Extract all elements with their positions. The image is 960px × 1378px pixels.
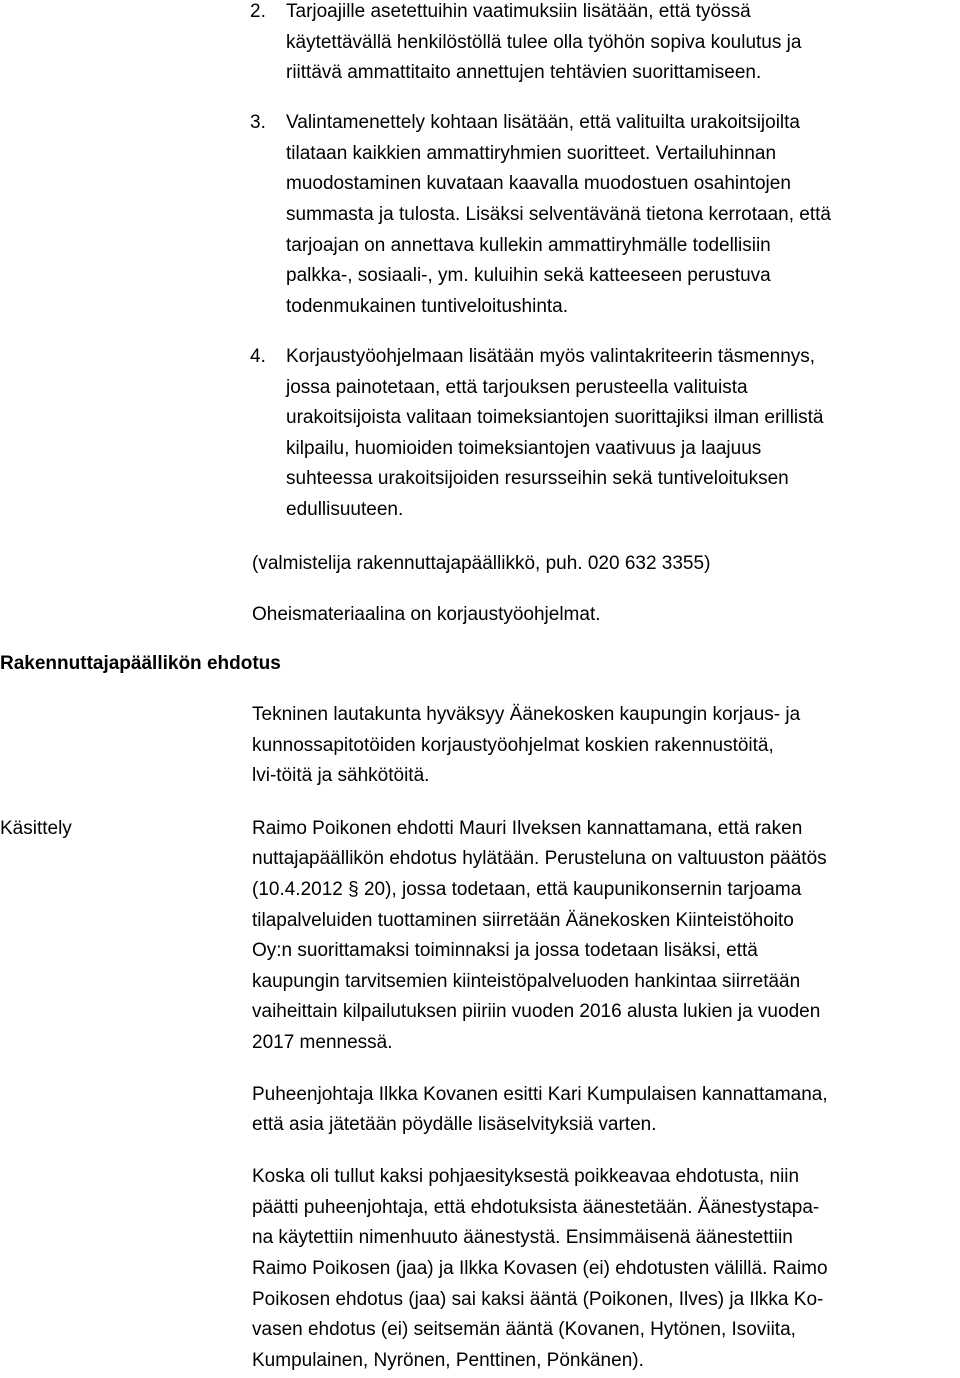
text-line: Tarjoajille asetettuihin vaatimuksiin lisätään, että työssä [286, 1, 751, 22]
preparer-note: (valmistelija rakennuttajapäällikkö, puh. 020 632 3355) [252, 553, 711, 574]
handling-heading: Käsittely [0, 818, 72, 839]
proposal-heading: Rakennuttajapäällikön ehdotus [0, 653, 281, 674]
text-line: Puheenjohtaja Ilkka Kovanen esitti Kari Kumpulaisen kannattamana, [252, 1084, 828, 1105]
text-line: Tekninen lautakunta hyväksyy Äänekosken kaupungin korjaus- ja [252, 704, 801, 725]
text-line: (10.4.2012 § 20), jossa todetaan, että kaupunikonsernin tarjoama [252, 879, 802, 900]
text-line: Poikosen ehdotus (jaa) sai kaksi ääntä (Poikonen, Ilves) ja Ilkka Ko- [252, 1289, 824, 1310]
text-line: tilapalveluiden tuottaminen siirretään Äänekosken Kiinteistöhoito [252, 910, 794, 931]
text-line: riittävä ammattitaito annettujen tehtävien suorittamiseen. [286, 62, 762, 83]
text-line: kunnossapitotöiden korjaustyöohjelmat koskien rakennustöitä, [252, 735, 774, 756]
text-line: tilataan kaikkien ammattiryhmien suoritteet. Vertailuhinnan [286, 143, 777, 164]
text-line: muodostaminen kuvataan kaavalla muodostuen osahintojen [286, 173, 791, 194]
text-line: vasen ehdotus (ei) seitsemän ääntä (Kovanen, Hytönen, Isoviita, [252, 1319, 796, 1340]
text-line: Valintamenettely kohtaan lisätään, että valituilta urakoitsijoilta [286, 112, 800, 133]
text-line: päätti puheenjohtaja, että ehdotuksista äänestetään. Äänestystapa- [252, 1197, 820, 1218]
list-number: 4. [250, 346, 266, 367]
text-line: na käytettiin nimenhuuto äänestystä. Ensimmäisenä äänestettiin [252, 1227, 793, 1248]
text-line: Raimo Poikonen ehdotti Mauri Ilveksen kannattamana, että raken [252, 818, 803, 839]
text-line: palkka-, sosiaali-, ym. kuluihin sekä katteeseen perustuva [286, 265, 771, 286]
text-line: 2017 mennessä. [252, 1032, 393, 1053]
list-number: 3. [250, 112, 266, 133]
text-line: Korjaustyöohjelmaan lisätään myös valintakriteerin täsmennys, [286, 346, 816, 367]
text-line: Oy:n suorittamaksi toiminnaksi ja jossa todetaan lisäksi, että [252, 940, 758, 961]
text-line: että asia jätetään pöydälle lisäselvityksiä varten. [252, 1114, 657, 1135]
text-line: kaupungin tarvitsemien kiinteistöpalveluoden hankintaa siirretään [252, 971, 801, 992]
text-line: urakoitsijoista valitaan toimeksiantojen suorittajiksi ilman erillistä [286, 407, 824, 428]
text-line: nuttajapäällikön ehdotus hylätään. Perusteluna on valtuuston päätös [252, 848, 827, 869]
text-line: todenmukainen tuntiveloitushinta. [286, 296, 569, 317]
text-line: jossa painotetaan, että tarjouksen perusteella valituista [286, 377, 748, 398]
text-line: suhteessa urakoitsijoiden resursseihin sekä tuntiveloituksen [286, 468, 789, 489]
text-line: edullisuuteen. [286, 499, 404, 520]
text-line: kilpailu, huomioiden toimeksiantojen vaativuus ja laajuus [286, 438, 762, 459]
list-number: 2. [250, 1, 266, 22]
text-line: vaiheittain kilpailutuksen piiriin vuoden 2016 alusta lukien ja vuoden [252, 1001, 821, 1022]
text-line: tarjoajan on annettava kullekin ammattiryhmälle todellisiin [286, 235, 771, 256]
text-line: Koska oli tullut kaksi pohjaesityksestä poikkeavaa ehdotusta, niin [252, 1166, 800, 1187]
attachment-note: Oheismateriaalina on korjaustyöohjelmat. [252, 604, 601, 625]
text-line: summasta ja tulosta. Lisäksi selventävänä tietona kerrotaan, että [286, 204, 831, 225]
text-line: käytettävällä henkilöstöllä tulee olla työhön sopiva koulutus ja [286, 32, 802, 53]
text-line: lvi-töitä ja sähkötöitä. [252, 765, 430, 786]
text-line: Kumpulainen, Nyrönen, Penttinen, Pönkänen). [252, 1350, 644, 1371]
text-line: Raimo Poikosen (jaa) ja Ilkka Kovasen (ei) ehdotusten välillä. Raimo [252, 1258, 828, 1279]
